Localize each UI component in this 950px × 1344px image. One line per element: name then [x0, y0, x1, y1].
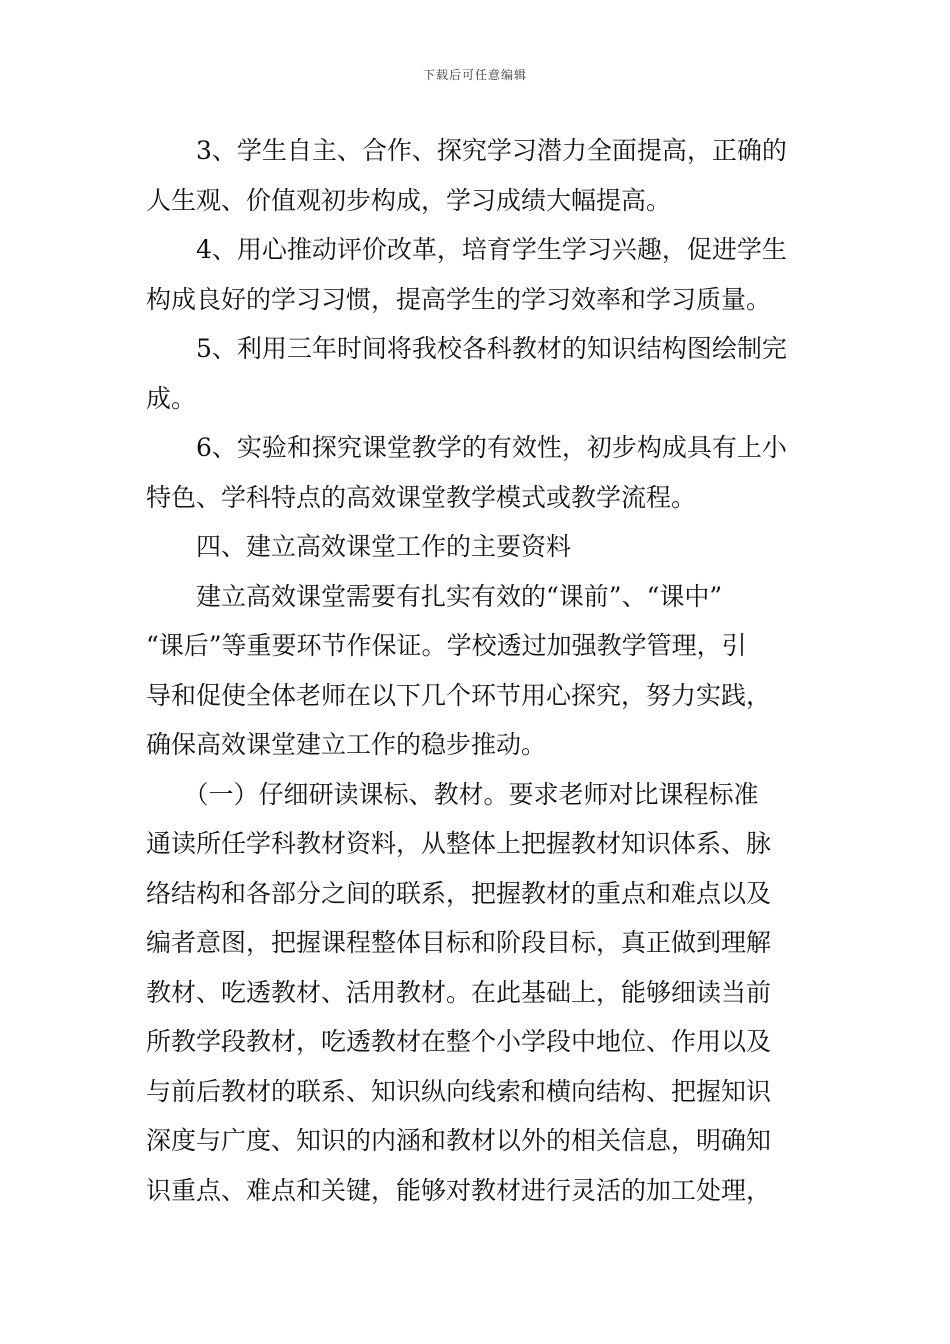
text-line: （一）仔细研读课标、教材。要求老师对比课程标准 [146, 779, 759, 809]
text-line: 与前后教材的联系、知识纵向线索和横向结构、把握知识 [146, 1076, 772, 1106]
text-line: 6、实验和探究课堂教学的有效性，初步构成具有上小 [146, 433, 787, 462]
text-line: 5、利用三年时间将我校各科教材的知识结构图绘制完 [146, 334, 787, 363]
text-line: 建立高效课堂需要有扎实有效的“课前”、“课中” [146, 581, 723, 611]
text-line: 构成良好的学习习惯，提高学生的学习效率和学习质量。 [146, 284, 772, 314]
text-line: “课后”等重要环节作保证。学校透过加强教学管理，引 [146, 631, 747, 660]
text-line: 教材、吃透教材、活用教材。在此基础上，能够细读当前 [146, 977, 772, 1007]
text-line: 深度与广度、知识的内涵和教材以外的相关信息，明确知 [146, 1126, 772, 1155]
text-line: 络结构和各部分之间的联系，把握教材的重点和难点以及 [146, 878, 772, 908]
section-heading: 四、建立高效课堂工作的主要资料 [146, 532, 572, 561]
text-line: 成。 [146, 383, 197, 413]
text-line: 编者意图，把握课程整体目标和阶段目标，真正做到理解 [146, 928, 772, 957]
text-line: 4、用心推动评价改革，培育学生学习兴趣，促进学生 [146, 235, 787, 264]
page-header-note: 下载后可任意编辑 [422, 68, 527, 82]
text-line: 确保高效课堂建立工作的稳步推动。 [146, 730, 547, 759]
text-line: 识重点、难点和关键，能够对教材进行灵活的加工处理， [146, 1175, 772, 1205]
text-line: 所教学段教材，吃透教材在整个小学段中地位、作用以及 [146, 1027, 772, 1056]
text-line: 特色、学科特点的高效课堂教学模式或教学流程。 [146, 482, 697, 512]
text-line: 3、学生自主、合作、探究学习潜力全面提高，正确的 [146, 136, 787, 165]
text-line: 人生观、价值观初步构成，学习成绩大幅提高。 [146, 185, 672, 215]
document-body [146, 126, 808, 1215]
text-line: 导和促使全体老师在以下几个环节用心探究，努力实践， [146, 680, 772, 710]
text-line: 通读所任学科教材资料，从整体上把握教材知识体系、脉 [146, 829, 772, 858]
